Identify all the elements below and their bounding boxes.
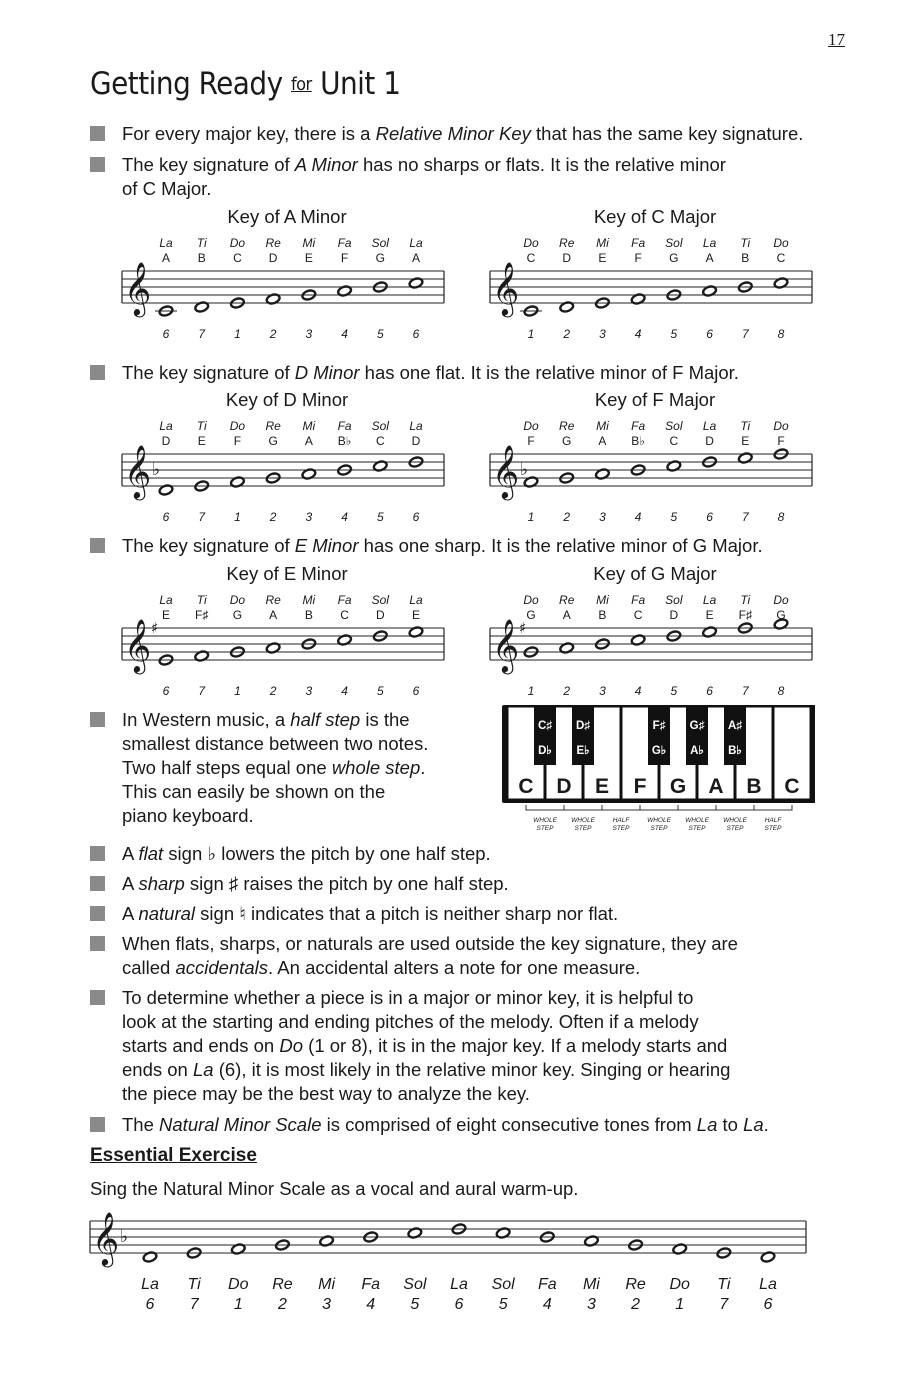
- note-letter: F: [527, 434, 535, 448]
- solfege-syllable: La: [159, 593, 173, 607]
- scale-degree-number: 4: [542, 1296, 552, 1313]
- solfege-syllable: Sol: [491, 1276, 515, 1293]
- solfege-syllable: Do: [228, 1276, 249, 1293]
- scale-degree-number: 4: [634, 684, 642, 698]
- note-letter: B: [598, 608, 607, 622]
- solfege-syllable: Mi: [318, 1276, 336, 1293]
- note-letter: E: [705, 608, 714, 622]
- bullet-square-icon: [90, 906, 105, 921]
- note-letter: B♭: [631, 434, 645, 448]
- solfege-syllable: Ti: [196, 236, 207, 250]
- solfege-syllable: Fa: [631, 236, 646, 250]
- note-letter: E: [161, 608, 171, 622]
- note-letter: D: [669, 608, 679, 622]
- bullet-sharp: A sharp sign ♯ raises the pitch by one half step.: [90, 872, 509, 896]
- solfege-syllable: Fa: [631, 593, 646, 607]
- solfege-syllable: Mi: [596, 419, 609, 433]
- key-signature-flat-icon: ♭: [152, 460, 161, 480]
- scale-degree-number: 4: [341, 510, 348, 524]
- bullet-square-icon: [90, 846, 105, 861]
- page-title: [90, 66, 400, 102]
- note-letter: F♯: [738, 608, 752, 622]
- scale-degree-number: 6: [706, 327, 713, 341]
- solfege-syllable: La: [759, 1276, 777, 1293]
- treble-clef-icon: 𝄞: [92, 1211, 120, 1265]
- scale-degree-number: 3: [305, 684, 313, 698]
- scale-degree-number: 3: [305, 327, 313, 341]
- step-bracket: [678, 805, 716, 810]
- solfege-syllable: Sol: [665, 236, 683, 250]
- scale-degree-number: 3: [586, 1296, 596, 1313]
- step-label: STEP: [612, 825, 630, 832]
- black-key-sharp-label: D♯: [575, 720, 591, 732]
- scale-degree-number: 3: [322, 1296, 332, 1313]
- white-key-label: G: [669, 775, 687, 798]
- solfege-syllable: Sol: [371, 419, 389, 433]
- solfege-syllable: Do: [523, 419, 539, 433]
- white-key-label: F: [633, 775, 647, 798]
- note-letter: B: [304, 608, 313, 622]
- bullet-square-icon: [90, 538, 105, 553]
- solfege-syllable: La: [702, 419, 717, 433]
- solfege-syllable: Mi: [596, 593, 609, 607]
- scale-degree-number: 7: [198, 510, 206, 524]
- step-label: STEP: [764, 825, 782, 832]
- note-letter: A: [598, 434, 607, 448]
- solfege-syllable: La: [159, 419, 173, 433]
- note-letter: G: [232, 608, 243, 622]
- scale-title: Key of A Minor: [227, 206, 347, 227]
- solfege-syllable: Do: [773, 593, 789, 607]
- treble-clef-icon: 𝄞: [492, 444, 520, 498]
- treble-clef-icon: 𝄞: [492, 261, 520, 315]
- scale-degree-number: 8: [777, 684, 785, 698]
- solfege-syllable: Ti: [196, 593, 207, 607]
- scale-degree-number: 2: [631, 1296, 641, 1313]
- scale-degree-number: 5: [498, 1296, 508, 1313]
- black-key-sharp-label: C♯: [537, 720, 553, 732]
- solfege-syllable: Fa: [631, 419, 646, 433]
- white-key-label: C: [784, 775, 800, 798]
- solfege-syllable: Ti: [740, 419, 751, 433]
- solfege-syllable: Ti: [187, 1276, 201, 1293]
- scale-degree-number: 1: [233, 1296, 243, 1313]
- solfege-syllable: La: [450, 1276, 468, 1293]
- scale-degree-number: 1: [675, 1296, 685, 1313]
- note-letter: G: [669, 251, 679, 265]
- scale-degree-number: 7: [741, 684, 749, 698]
- scale-degree-number: 2: [563, 684, 571, 698]
- white-key-label: C: [518, 775, 534, 798]
- step-bracket: [526, 805, 564, 810]
- scale-degree-number: 5: [670, 327, 678, 341]
- scale-staff-6: [488, 562, 818, 702]
- scale-degree-number: 6: [412, 510, 420, 524]
- note-letter: D: [562, 251, 572, 265]
- scale-degree-number: 2: [269, 684, 277, 698]
- step-label: STEP: [650, 825, 668, 832]
- white-key-label: A: [708, 775, 724, 798]
- scale-staff-5: [120, 562, 450, 702]
- solfege-syllable: La: [409, 236, 423, 250]
- note-letter: A: [705, 251, 714, 265]
- note-letter: A: [411, 251, 421, 265]
- black-key-flat-label: G♭: [651, 745, 667, 757]
- note-letter: A: [161, 251, 171, 265]
- note-letter: C: [633, 608, 643, 622]
- scale-degree-number: 6: [145, 1296, 155, 1313]
- solfege-syllable: Fa: [337, 593, 352, 607]
- solfege-syllable: Re: [559, 236, 575, 250]
- note-letter: B♭: [337, 434, 352, 448]
- solfege-syllable: Fa: [361, 1276, 381, 1293]
- solfege-syllable: Mi: [582, 1276, 600, 1293]
- solfege-syllable: Re: [265, 419, 281, 433]
- step-label: STEP: [574, 825, 592, 832]
- step-label: WHOLE: [533, 817, 557, 824]
- bullet-natural-minor-scale: The Natural Minor Scale is comprised of eight consecutive tones from La to La.: [90, 1113, 769, 1137]
- note-letter: D: [705, 434, 714, 448]
- bullet-square-icon: [90, 990, 105, 1005]
- scale-degree-number: 4: [341, 684, 348, 698]
- note-letter: G: [562, 434, 572, 448]
- solfege-syllable: Ti: [196, 419, 207, 433]
- note-letter: D: [411, 434, 421, 448]
- scale-title: Key of E Minor: [226, 563, 348, 584]
- white-key-label: D: [556, 775, 572, 798]
- scale-degree-number: 6: [162, 327, 170, 341]
- scale-degree-number: 4: [634, 327, 642, 341]
- solfege-syllable: La: [409, 593, 423, 607]
- scale-degree-number: 3: [599, 327, 606, 341]
- note-letter: F: [233, 434, 242, 448]
- scale-degree-number: 3: [599, 684, 606, 698]
- step-bracket: [754, 805, 792, 810]
- note-letter: A: [269, 608, 278, 622]
- bullet-relative-minor: For every major key, there is a Relative Minor Key that has the same key signature.: [90, 122, 803, 146]
- solfege-syllable: La: [702, 593, 717, 607]
- title-for: for: [290, 74, 312, 95]
- scale-degree-number: 4: [366, 1296, 376, 1313]
- bullet-a-minor: The key signature of A Minor has no sharps or flats. It is the relative minor of C Major.: [90, 153, 726, 201]
- note-letter: D: [375, 608, 385, 622]
- solfege-syllable: Re: [265, 593, 281, 607]
- sharp-sign-icon: ♯: [228, 873, 239, 894]
- bullet-accidentals: When flats, sharps, or naturals are used outside the key signature, they are called accidentals. An accidental alters a note for one measure.: [90, 932, 738, 980]
- solfege-syllable: Do: [229, 419, 246, 433]
- solfege-syllable: Mi: [302, 236, 316, 250]
- step-label: HALF: [612, 817, 630, 824]
- scale-degree-number: 2: [269, 510, 277, 524]
- note-letter: C: [375, 434, 385, 448]
- title-unit: Unit 1: [320, 66, 401, 102]
- bullet-square-icon: [90, 712, 105, 727]
- scale-degree-number: 7: [198, 684, 206, 698]
- title-getting-ready: Getting Ready: [90, 66, 283, 102]
- piano-keyboard: [500, 703, 815, 845]
- solfege-syllable: La: [159, 236, 173, 250]
- essential-exercise-title: Essential Exercise: [90, 1145, 257, 1166]
- bullet-e-minor: The key signature of E Minor has one sharp. It is the relative minor of G Major.: [90, 534, 763, 558]
- scale-degree-number: 5: [670, 510, 678, 524]
- key-signature-sharp-icon: ♯: [151, 619, 159, 637]
- scale-degree-number: 2: [563, 327, 571, 341]
- scale-degree-number: 6: [706, 684, 713, 698]
- step-label: WHOLE: [571, 817, 595, 824]
- solfege-syllable: Do: [229, 236, 246, 250]
- solfege-syllable: Mi: [302, 593, 316, 607]
- solfege-syllable: Sol: [403, 1276, 427, 1293]
- key-signature-sharp-icon: ♯: [519, 619, 527, 637]
- bullet-square-icon: [90, 1117, 105, 1132]
- scale-degree-number: 6: [412, 327, 420, 341]
- scale-degree-number: 4: [634, 510, 642, 524]
- scale-degree-number: 6: [454, 1296, 464, 1313]
- scale-degree-number: 5: [376, 510, 384, 524]
- bullet-square-icon: [90, 876, 105, 891]
- bullet-square-icon: [90, 157, 105, 172]
- note-letter: G: [776, 608, 786, 622]
- note-letter: B: [197, 251, 206, 265]
- scale-degree-number: 7: [719, 1296, 729, 1313]
- scale-degree-number: 8: [777, 510, 785, 524]
- step-label: STEP: [726, 825, 744, 832]
- scale-degree-number: 3: [599, 510, 606, 524]
- step-label: STEP: [536, 825, 554, 832]
- scale-degree-number: 7: [189, 1296, 199, 1313]
- note-letter: E: [304, 251, 313, 265]
- scale-degree-number: 5: [410, 1296, 420, 1313]
- scale-degree-number: 3: [305, 510, 313, 524]
- scale-degree-number: 1: [234, 684, 241, 698]
- solfege-syllable: Re: [265, 236, 281, 250]
- black-key-flat-label: A♭: [690, 745, 704, 757]
- note-letter: F: [340, 251, 349, 265]
- step-label: WHOLE: [647, 817, 671, 824]
- key-signature-flat-icon: ♭: [120, 1227, 129, 1247]
- solfege-syllable: Sol: [665, 419, 683, 433]
- note-letter: E: [197, 434, 206, 448]
- solfege-syllable: Sol: [665, 593, 683, 607]
- scale-degree-number: 6: [763, 1296, 773, 1313]
- essential-exercise-description: Sing the Natural Minor Scale as a vocal and aural warm-up.: [90, 1178, 579, 1199]
- flat-sign-icon: ♭: [207, 843, 217, 864]
- solfege-syllable: La: [409, 419, 423, 433]
- scale-staff-1: [120, 205, 450, 345]
- solfege-syllable: Mi: [302, 419, 316, 433]
- step-label: HALF: [764, 817, 782, 824]
- scale-degree-number: 7: [741, 510, 749, 524]
- solfege-syllable: Do: [523, 236, 539, 250]
- bullet-square-icon: [90, 936, 105, 951]
- scale-degree-number: 6: [162, 684, 170, 698]
- note-letter: C: [340, 608, 349, 622]
- key-signature-flat-icon: ♭: [520, 460, 529, 480]
- scale-degree-number: 5: [670, 684, 678, 698]
- solfege-syllable: La: [141, 1276, 159, 1293]
- essential-exercise-staff: [88, 1205, 812, 1315]
- scale-degree-number: 1: [234, 327, 241, 341]
- treble-clef-icon: 𝄞: [124, 618, 152, 672]
- note-letter: G: [268, 434, 278, 448]
- scale-title: Key of G Major: [593, 563, 717, 584]
- note-letter: E: [741, 434, 750, 448]
- solfege-syllable: Ti: [717, 1276, 731, 1293]
- step-bracket: [716, 805, 754, 810]
- scale-degree-number: 1: [234, 510, 241, 524]
- bullet-determine-key: To determine whether a piece is in a major or minor key, it is helpful to look at the starting and ending pitches of the melody. Often if a melody starts and ends on Do (1 or 8), it is in the major key. If a melody starts and ends on La (6), it is most likely in the relative minor key. Singing or hearing the piece may be the best way to analyze the key.: [90, 986, 730, 1106]
- scale-title: Key of F Major: [594, 389, 716, 410]
- black-key-flat-label: D♭: [538, 745, 552, 757]
- scale-title: Key of D Minor: [225, 389, 349, 410]
- page-number: 17: [828, 30, 845, 49]
- note-letter: E: [411, 608, 421, 622]
- solfege-syllable: Re: [625, 1276, 646, 1293]
- treble-clef-icon: 𝄞: [124, 261, 152, 315]
- scale-degree-number: 6: [706, 510, 713, 524]
- note-letter: B: [741, 251, 750, 265]
- solfege-syllable: Re: [559, 593, 575, 607]
- note-letter: F: [634, 251, 642, 265]
- scale-degree-number: 1: [527, 684, 535, 698]
- bullet-square-icon: [90, 126, 105, 141]
- white-key-label: E: [594, 775, 610, 798]
- scale-degree-number: 2: [563, 510, 571, 524]
- solfege-syllable: Re: [272, 1276, 293, 1293]
- solfege-syllable: Ti: [740, 236, 751, 250]
- scale-degree-number: 6: [162, 510, 170, 524]
- scale-degree-number: 8: [777, 327, 785, 341]
- black-key-flat-label: E♭: [576, 745, 590, 757]
- scale-degree-number: 4: [341, 327, 348, 341]
- step-label: STEP: [688, 825, 706, 832]
- scale-degree-number: 5: [376, 327, 384, 341]
- bullet-square-icon: [90, 365, 105, 380]
- scale-title: Key of C Major: [593, 206, 717, 227]
- scale-degree-number: 2: [277, 1296, 287, 1313]
- step-bracket: [564, 805, 602, 810]
- solfege-syllable: Do: [669, 1276, 690, 1293]
- black-key-sharp-label: A♯: [727, 720, 743, 732]
- bullet-flat: A flat sign ♭ lowers the pitch by one half step.: [90, 842, 491, 866]
- note-letter: G: [375, 251, 385, 265]
- note-letter: D: [161, 434, 171, 448]
- black-key-flat-label: B♭: [728, 745, 742, 757]
- treble-clef-icon: 𝄞: [124, 444, 152, 498]
- solfege-syllable: Do: [773, 419, 789, 433]
- scale-degree-number: 5: [376, 684, 384, 698]
- solfege-syllable: Do: [229, 593, 246, 607]
- scale-staff-4: [488, 388, 818, 528]
- note-letter: D: [268, 251, 278, 265]
- scale-degree-number: 7: [198, 327, 206, 341]
- scale-degree-number: 7: [741, 327, 749, 341]
- solfege-syllable: Ti: [740, 593, 751, 607]
- solfege-syllable: Re: [559, 419, 575, 433]
- solfege-syllable: Fa: [537, 1276, 557, 1293]
- note-letter: C: [669, 434, 679, 448]
- note-letter: A: [562, 608, 571, 622]
- bullet-half-step: In Western music, a half step is the smallest distance between two notes. Two half steps equal one whole step. This can easily be shown on the piano keyboard.: [90, 708, 428, 828]
- scale-degree-number: 6: [412, 684, 420, 698]
- scale-degree-number: 1: [527, 510, 535, 524]
- note-letter: G: [526, 608, 536, 622]
- solfege-syllable: La: [702, 236, 717, 250]
- solfege-syllable: Sol: [371, 236, 389, 250]
- scale-degree-number: 2: [269, 327, 277, 341]
- solfege-syllable: Mi: [596, 236, 609, 250]
- note-letter: F♯: [195, 608, 209, 622]
- white-key-label: B: [746, 775, 762, 798]
- note-letter: C: [233, 251, 242, 265]
- solfege-syllable: Fa: [337, 236, 352, 250]
- note-letter: A: [304, 434, 313, 448]
- step-bracket: [602, 805, 640, 810]
- note-letter: C: [776, 251, 786, 265]
- step-label: WHOLE: [685, 817, 709, 824]
- note-letter: F: [777, 434, 785, 448]
- black-key-sharp-label: G♯: [689, 720, 705, 732]
- bullet-natural: A natural sign ♮ indicates that a pitch is neither sharp nor flat.: [90, 902, 618, 926]
- solfege-syllable: Sol: [371, 593, 389, 607]
- scale-staff-2: [488, 205, 818, 345]
- note-letter: E: [598, 251, 607, 265]
- step-bracket: [640, 805, 678, 810]
- treble-clef-icon: 𝄞: [492, 618, 520, 672]
- solfege-syllable: Do: [523, 593, 539, 607]
- scale-degree-number: 1: [527, 327, 535, 341]
- bullet-d-minor: The key signature of D Minor has one flat. It is the relative minor of F Major.: [90, 361, 739, 385]
- scale-staff-3: [120, 388, 450, 528]
- black-key-sharp-label: F♯: [652, 720, 666, 732]
- solfege-syllable: Fa: [337, 419, 352, 433]
- natural-sign-icon: ♮: [239, 903, 246, 924]
- solfege-syllable: Do: [773, 236, 789, 250]
- step-label: WHOLE: [723, 817, 747, 824]
- note-letter: C: [526, 251, 536, 265]
